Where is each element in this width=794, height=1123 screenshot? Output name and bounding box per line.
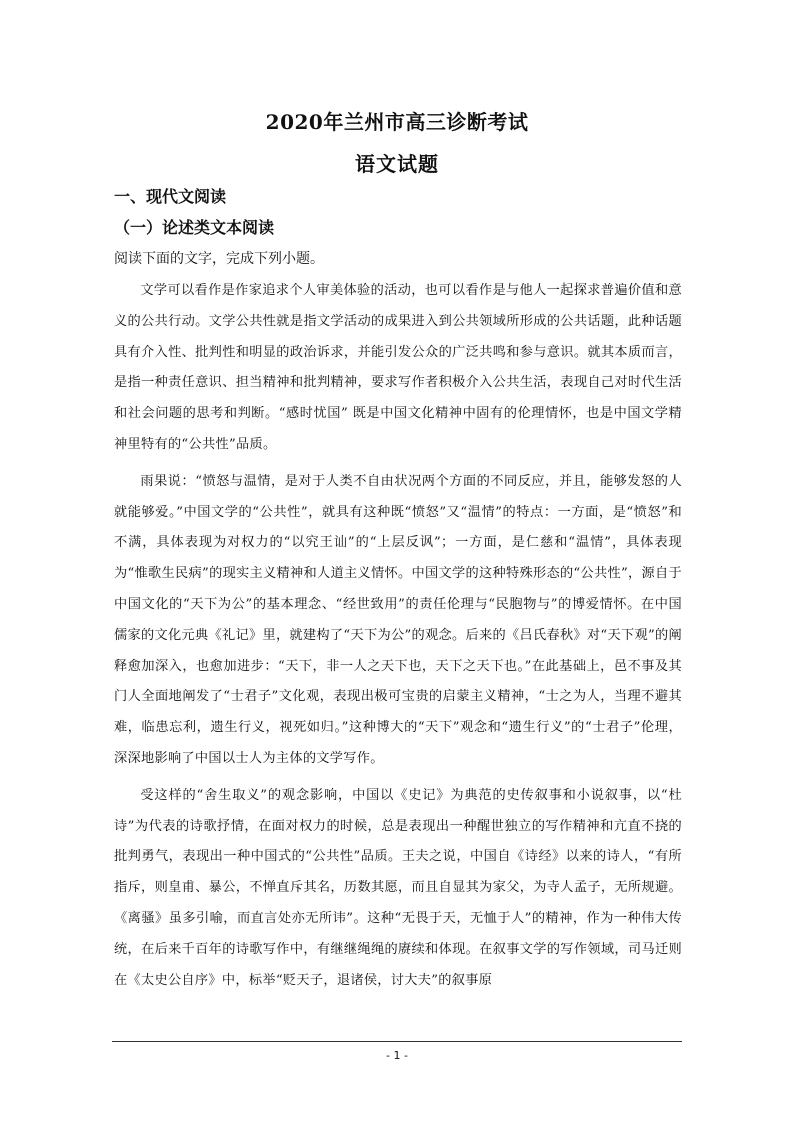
paragraph-3: 受这样的“舍生取义”的观念影响，中国以《史记》为典范的史传叙事和小说叙事，以“杜诗”为代表的诗歌抒情，在面对权力的时候，总是表现出一种醒世独立的写作精神和亢直不挠的批判勇气，表现出一种中国式的“公共性”品质。王夫之说，中国自《诗经》以来的诗人，“有所指斥，则皇甫、暴公，不惮直斥其名，历数其愿，而且自显其为家父，为寺人孟子，无所规避。《离骚》虽多引喻，而直言处亦无所讳”。这种“无畏于天，无恤于人”的精神，作为一种伟大传统，在后来千百年的诗歌写作中，有继继绳绳的赓续和体现。在叙事文学的写作领域，司马迁则在《太史公自序》中，标举“贬天子，退诸侯，讨大夫”的叙事原 [114, 787, 682, 988]
article-body [114, 276, 682, 1002]
subsection-heading: （一）论述类文本阅读 [114, 218, 275, 237]
paragraph-1: 文学可以看作是作家追求个人审美体验的活动，也可以看作是与他人一起探求普遍价值和意义的公共行动。文学公共性就是指文学活动的成果进入到公共领域所形成的公共话题，此种话题具有介入性、批判性和明显的政治诉求，并能引发公众的广泛共鸣和参与意识。就其本质而言，是指一种责任意识、担当精神和批判精神，要求写作者积极介入公共生活，表现自己对时代生活和社会问题的思考和判断。“感时忧国” 既是中国文化精神中固有的伦理情怀，也是中国文学精神里特有的“公共性”品质。 [114, 283, 682, 452]
page-number: - 1 - [386, 1049, 408, 1062]
paragraph-2: 雨果说：“愤怒与温情，是对于人类不自由状况两个方面的不同反应，并且，能够发怒的人就能够爱。”中国文学的“公共性”，就具有这种既“愤怒”又“温情”的特点：一方面，是“愤怒”和不满，具体表现为对权力的“以究王讪”的“上层反讽”；一方面，是仁慈和“温情”，具体表现为“惟歌生民病”的现实主义精神和人道主义情怀。中国文学的这种特殊形态的“公共性”，源自于中国文化的“天下为公”的基本理念、“经世致用”的责任伦理与“民胞物与”的博爱情怀。在中国儒家的文化元典《礼记》里，就建构了“天下为公”的观念。后来的《吕氏春秋》对“天下观”的阐释愈加深入，也愈加进步：“天下，非一人之天下也，天下之天下也。”在此基础上，邑不事及其门人全面地阐发了“士君子”文化观，表现出极可宝贵的启蒙主义精神，“士之为人，当理不避其难，临患忘利，遗生行义，视死如归。”这种博大的“天下”观念和“遗生行义”的“士君子”伦理，深深地影响了中国以士人为主体的文学写作。 [114, 473, 682, 766]
instruction-text: 阅读下面的文字，完成下列小题。 [114, 251, 324, 267]
document-title: 2020年兰州市高三诊断考试 [265, 110, 529, 134]
section-heading: 一、现代文阅读 [114, 187, 227, 206]
footer-divider [112, 1041, 682, 1042]
document-subtitle: 语文试题 [355, 152, 439, 176]
